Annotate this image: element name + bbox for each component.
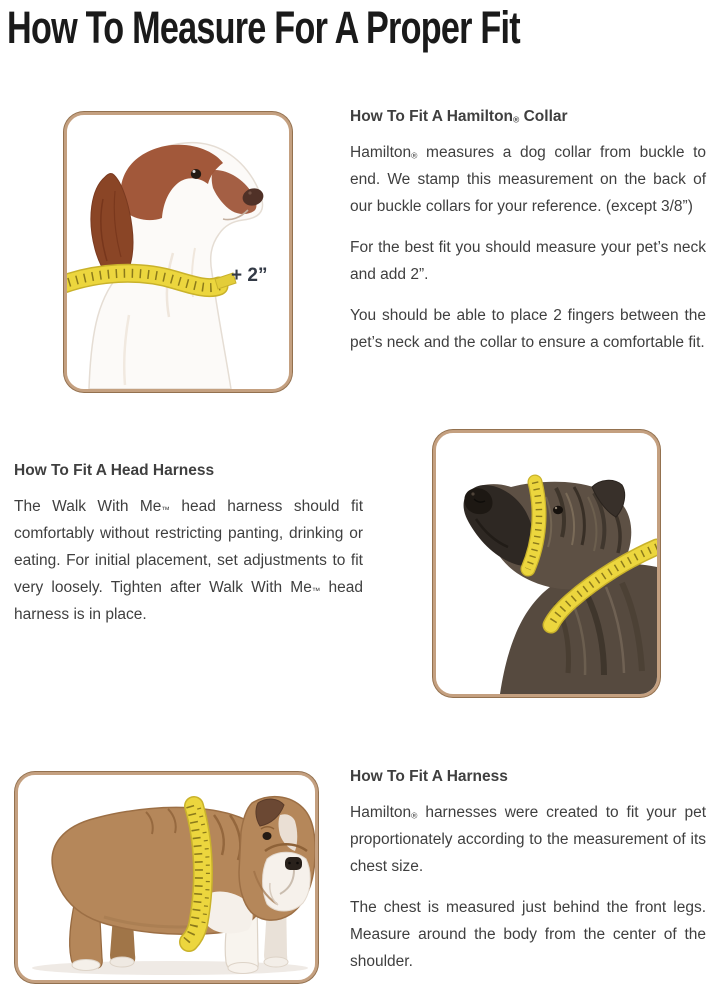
dog-eye [553,506,563,514]
collar-paragraph-3: You should be able to place 2 fingers between the pet’s neck and the collar to ensure a comfortable fit. [350,307,706,351]
collar-paragraph-2: For the best fit you should measure your pet’s neck and add 2”. [350,239,706,283]
dog-eye [191,169,201,179]
head-harness-photo [433,430,660,697]
collar-section-text [350,108,706,356]
dog-eye [263,832,272,840]
head-harness-dog-illustration [436,433,657,694]
head-harness-section-text [14,462,363,628]
collar-dog-illustration [67,115,289,389]
harness-dog-illustration [18,775,315,980]
page-title: How To Measure For A Proper Fit [7,2,520,53]
head-harness-paragraph-1: The Walk With $Me_™$ head harness should fit comfortably without restricting panting, drinking or eating. For initial placement, set adjustments to fit very loosely. Tighten after Walk With $Me_™$ head harness is in place. [14,498,363,623]
collar-paragraph-1: Hamilton$_®$ measures a dog collar from buckle to end. We stamp this measurement on the back of our buckle collars for your reference. (except 3/8”) [350,144,706,215]
plus-two-inches-label: + 2” [231,265,268,286]
harness-paragraph-1: Hamilton$_®$ harnesses were created to fit your pet proportionately according to the measurement of its chest size. [350,804,706,875]
collar-photo [64,112,292,392]
harness-paragraph-2: The chest is measured just behind the front legs. Measure around the body from the center of the shoulder. [350,899,706,970]
harness-section-text [350,768,706,975]
dog-nose [285,857,302,870]
harness-photo [15,772,318,983]
collar-section-heading: How To Fit A Hamilton$_®$ Collar [350,108,568,125]
harness-section-heading: How To Fit A Harness [350,768,508,785]
head-harness-section-heading: How To Fit A Head Harness [14,462,215,479]
